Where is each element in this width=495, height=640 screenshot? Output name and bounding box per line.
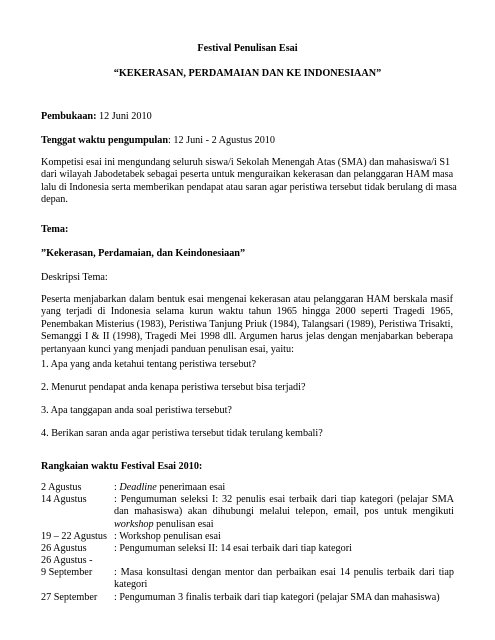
document-subtitle: “KEKERASAN, PERDAMAIAN DAN KE INDONESIAAN” bbox=[113, 68, 382, 79]
schedule-date: 14 Agustus bbox=[41, 494, 87, 505]
schedule-desc: : Pengumuman seleksi II: 14 esai terbaik dari tiap kategori bbox=[114, 543, 352, 554]
question-item: 3. Apa tanggapan anda soal peristiwa tersebut? bbox=[41, 405, 232, 416]
schedule-date: 19 – 22 Agustus bbox=[41, 531, 107, 542]
schedule-date: 9 September bbox=[41, 567, 93, 578]
schedule-desc: : Pengumuman 3 finalis terbaik dari tiap kategori (pelajar SMA dan mahasiswa) bbox=[114, 592, 440, 603]
question-item: 2. Menurut pendapat anda kenapa peristiwa tersebut bisa terjadi? bbox=[41, 382, 306, 393]
opening-label: Pembukaan: bbox=[41, 111, 97, 122]
theme-value: ”Kekerasan, Perdamaian, dan Keindonesiaan” bbox=[41, 248, 246, 259]
schedule-title: Rangkaian waktu Festival Esai 2010: bbox=[41, 461, 203, 472]
schedule-date: 2 Agustus bbox=[41, 482, 82, 493]
schedule-date: 26 Agustus - bbox=[41, 555, 93, 566]
schedule-desc: : Workshop penulisan esai bbox=[114, 531, 221, 542]
schedule-desc: : Pengumuman seleksi I: 32 penulis esai terbaik dari tiap kategori (pelajar SMA dan mahasiswa) akan dihubungi melalui telepon, email, pos untuk mengikuti workshop penulisan esai bbox=[114, 494, 454, 530]
deadline-line bbox=[41, 135, 275, 147]
schedule-desc: : Deadline penerimaan esai bbox=[114, 482, 226, 493]
theme-label: Tema: bbox=[41, 224, 69, 235]
document-title: Festival Penulisan Esai bbox=[197, 43, 298, 54]
deadline-label: Tenggat waktu pengumpulan bbox=[41, 135, 169, 146]
description-label: Deskripsi Tema: bbox=[41, 272, 108, 283]
opening-line bbox=[41, 111, 152, 123]
schedule-date: 26 Agustus bbox=[41, 543, 87, 554]
schedule-desc: : Masa konsultasi dengan mentor dan perbaikan esai 14 penulis terbaik dari tiap kategori bbox=[114, 567, 454, 591]
question-item: 4. Berikan saran anda agar peristiwa tersebut tidak terulang kembali? bbox=[41, 428, 323, 439]
deadline-value: : 12 Juni - 2 Agustus 2010 bbox=[168, 135, 275, 146]
opening-value: 12 Juni 2010 bbox=[96, 111, 152, 122]
schedule-date: 27 September bbox=[41, 592, 98, 603]
question-item: 1. Apa yang anda ketahui tentang peristiwa tersebut? bbox=[41, 359, 256, 370]
description-paragraph: Peserta menjabarkan dalam bentuk esai mengenai kekerasan atau pelanggaran HAM berskala masif yang terjadi di Indonesia selama kurun waktu tahun 1965 hingga 2000 seperti Tragedi 1965, Penembakan Misterius (1983), Peristiwa Tanjung Priuk (1984), Talangsari (1989), Peristiwa Trisakti, Semanggi I & II (1998), Tragedi Mei 1998 dll. Argumen harus jelas dengan menjabarkan beberapa pertanyaan kunci yang menjadi panduan penulisan esai, yaitu: bbox=[41, 294, 453, 355]
intro-paragraph: Kompetisi esai ini mengundang seluruh siswa/i Sekolah Menengah Atas (SMA) dan mahasiswa/i S1 dari wilayah Jabodetabek sebagai peserta untuk menguraikan kekerasan dan pelanggaran HAM masa lalu di Indonesia serta memberikan pendapat atau saran agar peristiwa tersebut tidak berulang di masa depan. bbox=[41, 157, 457, 206]
